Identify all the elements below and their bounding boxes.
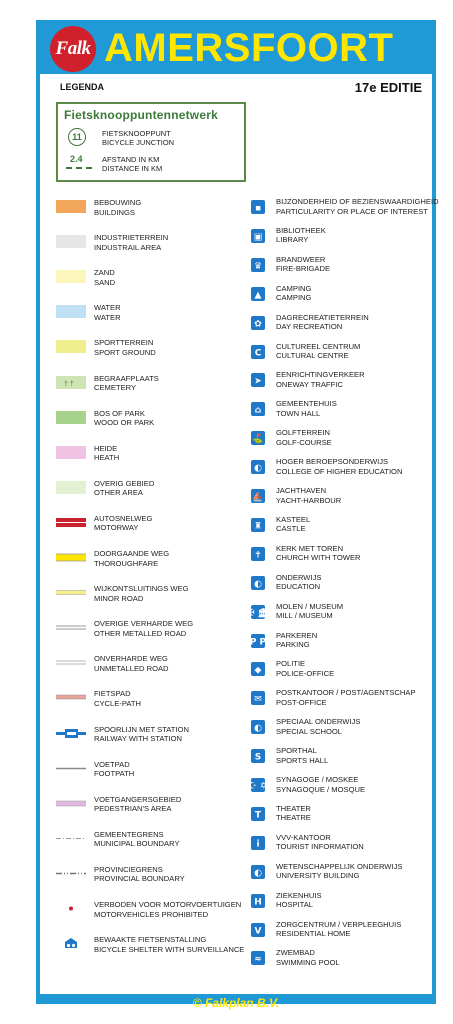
label-nl: GOLFTERREIN [276, 428, 331, 438]
legend-row [56, 899, 256, 923]
legend-label [94, 795, 181, 814]
label-en: YACHT-HARBOUR [276, 495, 342, 505]
label-en: BICYCLE SHELTER WITH SURVEILLANCE [94, 944, 245, 954]
label-en: SWIMMING POOL [276, 957, 340, 967]
legend-label [276, 602, 343, 621]
svg-text:✠ 🏛: ✠ 🏛 [248, 608, 270, 619]
label-en: RAILWAY WITH STATION [94, 734, 183, 743]
legend-label [94, 689, 141, 708]
legend-label [94, 935, 244, 954]
legend-row [248, 861, 438, 885]
distance-label-nl: AFSTAND IN KM [102, 155, 160, 164]
label-nl: ZORGCENTRUM / VERPLEEGHUIS [276, 919, 402, 929]
legend-row [56, 232, 256, 256]
label-nl: SPOORLIJN MET STATION [94, 724, 189, 734]
svg-text:S: S [254, 752, 262, 763]
label-nl: BEBOUWING [94, 198, 142, 207]
label-en: OTHER METALLED ROAD [94, 628, 187, 638]
bicycle-shelter-with-surveillance-swatch-icon [56, 936, 86, 951]
label-nl: VOETGANGERSGEBIED [94, 794, 182, 804]
label-nl: ZWEMBAD [276, 948, 315, 958]
label-en: CULTURAL CENTRE [276, 351, 349, 360]
label-en: POST-OFFICE [276, 697, 327, 707]
label-nl: GEMEENTEGRENS [94, 829, 164, 839]
label-en: TOURIST INFORMATION [276, 842, 364, 852]
other-metalled-road-swatch-icon [56, 620, 86, 635]
junction-label-en: BICYCLE JUNCTION [102, 138, 175, 147]
college-icon [248, 459, 278, 475]
svg-text:♜: ♜ [253, 521, 263, 532]
svg-text:✿: ✿ [254, 319, 262, 330]
svg-text:H: H [254, 897, 262, 908]
svg-text:⛵: ⛵ [252, 492, 264, 503]
railway-with-station-swatch-icon [56, 726, 86, 741]
legend-label [94, 409, 154, 428]
legend-label [276, 399, 337, 418]
legend-row [248, 890, 438, 914]
label-en: CAMPING [276, 293, 312, 303]
label-en: FIRE-BRIGADE [276, 264, 331, 274]
label-nl: EENRICHTINGVERKEER [276, 370, 365, 380]
legend-row [248, 687, 438, 711]
distance-label-en: DISTANCE IN KM [102, 164, 163, 173]
svg-text:≈: ≈ [254, 954, 262, 965]
legend-label [94, 865, 185, 884]
legend-row [56, 794, 256, 818]
hospital-icon [248, 893, 278, 909]
legend-row [56, 513, 256, 537]
legend-label [94, 374, 159, 393]
legend-label [276, 197, 439, 216]
label-nl: POSTKANTOOR / POST/AGENTSCHAP [276, 688, 416, 698]
label-en: EDUCATION [276, 582, 321, 592]
label-nl: BIJZONDERHEID OF BEZIENSWAARDIGHEID [276, 197, 439, 206]
label-nl: CULTUREEL CENTRUM [276, 341, 361, 351]
legend-row [56, 618, 256, 642]
mill-museum-icon [248, 604, 278, 620]
legend-label [276, 226, 326, 245]
label-nl: CAMPING [276, 283, 312, 293]
legend-row [56, 759, 256, 783]
legend-row [248, 456, 438, 480]
legend-label [276, 486, 341, 505]
label-en: RESIDENTIAL HOME [276, 929, 351, 938]
legend-row [248, 658, 438, 682]
motorway-swatch-icon [56, 515, 86, 530]
legend-row [56, 478, 256, 502]
label-nl: OVERIGE VERHARDE WEG [94, 619, 194, 629]
label-en: CEMETERY [94, 383, 137, 392]
legend-label [94, 268, 115, 287]
legend-row [56, 267, 256, 291]
label-en: LIBRARY [276, 235, 309, 245]
label-nl: ONDERWIJS [276, 572, 322, 582]
legend-label [276, 717, 360, 736]
label-nl: SPORTHAL [276, 746, 317, 756]
industrail-area-swatch-icon [56, 234, 86, 249]
legend-panel [40, 74, 439, 994]
legend-label [276, 775, 365, 794]
svg-text:V: V [254, 926, 262, 936]
label-nl: BEWAAKTE FIETSENSTALLING [94, 935, 207, 945]
label-en: CYCLE-PATH [94, 698, 141, 708]
synagogue-mosque-icon [248, 777, 278, 793]
svg-text:✝: ✝ [254, 550, 262, 561]
label-en: MUNICIPAL BOUNDARY [94, 839, 180, 849]
svg-text:▣: ▣ [253, 232, 263, 243]
label-nl: VOETPAD [94, 759, 130, 769]
label-nl: OVERIG GEBIED [94, 478, 155, 488]
label-nl: FIETSPAD [94, 689, 131, 699]
label-en: THEATRE [276, 813, 311, 823]
municipal-boundary-swatch-icon [56, 831, 86, 846]
legend-label [94, 444, 119, 463]
label-en: TOWN HALL [276, 408, 321, 418]
label-nl: SPECIAAL ONDERWIJS [276, 717, 361, 727]
legend-row [56, 688, 256, 712]
label-en: OTHER AREA [94, 488, 143, 498]
legend-row [56, 197, 256, 221]
sports-hall-icon [248, 748, 278, 764]
svg-text:▲: ▲ [254, 290, 262, 301]
church-icon [248, 546, 278, 562]
residential-home-icon [248, 922, 278, 938]
label-en: CHURCH WITH TOWER [276, 553, 361, 563]
label-nl: ONVERHARDE WEG [94, 654, 168, 664]
legend-label [276, 833, 364, 852]
legend-row [248, 601, 438, 625]
legend-row [56, 443, 256, 467]
label-nl: VERBODEN VOOR MOTORVOERTUIGEN [94, 900, 242, 909]
castle-icon [248, 517, 278, 533]
svg-text:⛳: ⛳ [252, 434, 264, 445]
svg-text:◐: ◐ [254, 723, 262, 734]
label-en: UNMETALLED ROAD [94, 663, 169, 673]
legend-row [56, 653, 256, 677]
svg-text:☪ ✡: ☪ ✡ [248, 781, 268, 792]
legend-label [94, 654, 169, 673]
legend-row [248, 774, 438, 798]
junction-label [102, 129, 174, 147]
label-nl: PARKEREN [276, 630, 318, 640]
label-nl: POLITIE [276, 659, 306, 669]
legend-row [248, 312, 438, 336]
label-en: MINOR ROAD [94, 593, 144, 603]
label-en: CASTLE [276, 524, 306, 534]
label-nl: JACHTHAVEN [276, 486, 327, 495]
legend-label [276, 544, 361, 563]
legend-label [276, 515, 310, 534]
label-nl: KASTEEL [276, 514, 311, 524]
legend-row [56, 934, 256, 958]
legend-row [248, 254, 438, 278]
footpath-swatch-icon [56, 761, 86, 776]
legend-label [94, 584, 189, 603]
label-nl: DOORGAANDE WEG [94, 549, 170, 558]
tourist-info-icon [248, 835, 278, 851]
legend-label [276, 342, 360, 361]
label-en: SPECIAL SCHOOL [276, 726, 342, 736]
label-en: PARTICULARITY OR PLACE OF INTEREST [276, 206, 428, 216]
cemetery-swatch-icon [56, 375, 86, 390]
label-en: INDUSTRAIL AREA [94, 242, 162, 252]
svg-text:C: C [254, 348, 262, 358]
label-nl: ZAND [94, 268, 115, 278]
label-nl: SYNAGOGE / MOSKEE [276, 775, 359, 784]
label-nl: BOS OF PARK [94, 408, 145, 418]
label-nl: THEATER [276, 803, 311, 813]
university-icon [248, 864, 278, 880]
legend-frame [36, 20, 439, 1010]
post-office-icon [248, 690, 278, 706]
label-en: SYNAGOQUE / MOSQUE [276, 784, 366, 794]
town-hall-icon [248, 401, 278, 417]
other-area-swatch-icon [56, 480, 86, 495]
label-nl: HOGER BEROEPSONDERWIJS [276, 457, 389, 467]
svg-text:◐: ◐ [254, 579, 262, 590]
label-en: MOTORVEHICLES PROHIBITED [94, 909, 209, 919]
distance-value: 2.4 [70, 154, 83, 164]
legend-label [94, 479, 154, 498]
legend-label [276, 659, 334, 678]
legend-label [276, 891, 322, 910]
label-nl: SPORTTERREIN [94, 338, 154, 348]
legend-label [94, 514, 152, 533]
svg-text:◐: ◐ [254, 463, 262, 474]
label-nl: INDUSTRIETERREIN [94, 233, 169, 243]
label-en: BUILDINGS [94, 207, 135, 217]
falk-logo: Falk [50, 26, 96, 72]
legend-label [94, 619, 193, 638]
label-nl: BIBLIOTHEEK [276, 225, 326, 235]
legend-row [248, 832, 438, 856]
parking-icon [248, 633, 278, 649]
label-en: PARKING [276, 640, 310, 649]
cycle-network-title: Fietsknooppuntennetwerk [64, 108, 218, 122]
label-nl: KERK MET TOREN [276, 543, 344, 553]
legend-label [276, 428, 332, 447]
legend-label [276, 862, 402, 881]
legend-heading: LEGENDA [60, 82, 105, 92]
label-nl: GEMEENTEHUIS [276, 399, 337, 409]
junction-number-icon: 11 [68, 128, 86, 146]
legend-label [276, 688, 416, 707]
legend-label [276, 948, 340, 967]
svg-text:P P: P P [249, 637, 267, 647]
label-en: MOTORWAY [94, 523, 139, 533]
fire-brigade-icon [248, 257, 278, 273]
legend-label [276, 746, 328, 765]
legend-row [248, 398, 438, 422]
minor-road-swatch-icon [56, 585, 86, 600]
legend-row [248, 485, 438, 509]
legend-label [94, 233, 168, 252]
legend-row [56, 337, 256, 361]
legend-label [276, 920, 401, 939]
copyright-footer: © Falkplan B.V. [192, 996, 280, 1010]
legend-row [56, 373, 256, 397]
label-nl: BEGRAAFPLAATS [94, 373, 159, 383]
svg-text:† †: † † [64, 380, 74, 388]
svg-text:➤: ➤ [254, 376, 262, 387]
legend-label [276, 631, 317, 650]
svg-text:T: T [254, 810, 262, 821]
legend-row [56, 864, 256, 888]
svg-text:✉: ✉ [254, 694, 262, 705]
legend-row [56, 408, 256, 432]
label-en: GOLF-COURSE [276, 437, 332, 447]
distance-label [102, 155, 162, 173]
label-nl: AUTOSNELWEG [94, 513, 153, 523]
legend-row [56, 724, 256, 748]
label-en: POLICE-OFFICE [276, 668, 335, 678]
legend-label [276, 573, 321, 592]
legend-row [248, 803, 438, 827]
legend-row [248, 196, 438, 220]
label-nl: ZIEKENHUIS [276, 890, 322, 900]
label-nl: BRANDWEER [276, 254, 326, 264]
svg-text:⌂: ⌂ [254, 405, 262, 416]
legend-row [248, 225, 438, 249]
education-icon [248, 575, 278, 591]
svg-text:▪: ▪ [254, 203, 262, 214]
legend-label [94, 900, 241, 919]
golf-icon [248, 430, 278, 446]
label-nl: WIJKONTSLUITINGS WEG [94, 584, 189, 594]
legend-row [248, 947, 438, 971]
legend-label [276, 255, 330, 274]
camping-icon [248, 286, 278, 302]
label-en: FOOTPATH [94, 769, 135, 779]
water-swatch-icon [56, 304, 86, 319]
legend-row [56, 302, 256, 326]
cycle-network-box [56, 102, 246, 182]
svg-text:♛: ♛ [253, 261, 263, 272]
legend-label [276, 457, 402, 476]
motorvehicles-prohibited-swatch-icon [56, 901, 86, 916]
legend-label [276, 370, 365, 389]
legend-row [248, 716, 438, 740]
label-en: UNIVERSITY BUILDING [276, 871, 360, 881]
svg-text:i: i [256, 839, 260, 850]
label-en: HOSPITAL [276, 900, 313, 910]
pedestrian-s-area-swatch-icon [56, 796, 86, 811]
provincial-boundary-swatch-icon [56, 866, 86, 881]
label-en: HEATH [94, 453, 120, 463]
legend-label [276, 804, 311, 823]
legend-label [94, 303, 121, 322]
label-nl: MOLEN / MUSEUM [276, 601, 344, 611]
thoroughfare-swatch-icon [56, 550, 86, 565]
sport-ground-swatch-icon [56, 339, 86, 354]
label-en: DAY RECREATION [276, 322, 343, 332]
unmetalled-road-swatch-icon [56, 655, 86, 670]
svg-text:◆: ◆ [254, 665, 262, 676]
police-icon [248, 661, 278, 677]
legend-row [248, 630, 438, 654]
cultural-centre-icon [248, 344, 278, 360]
legend-row [248, 369, 438, 393]
sand-swatch-icon [56, 269, 86, 284]
place-of-interest-icon [248, 199, 278, 215]
yacht-harbour-icon [248, 488, 278, 504]
label-en: WOOD OR PARK [94, 418, 155, 428]
label-nl: WETENSCHAPPELIJK ONDERWIJS [276, 861, 403, 871]
legend-label [94, 338, 156, 357]
label-en: MILL / MUSEUM [276, 611, 333, 621]
legend-label [94, 725, 189, 744]
legend-row [56, 548, 256, 572]
label-nl: VVV-KANTOOR [276, 832, 331, 842]
label-nl: PROVINCIEGRENS [94, 864, 163, 874]
legend-row [248, 341, 438, 365]
library-icon [248, 228, 278, 244]
heath-swatch-icon [56, 445, 86, 460]
label-nl: WATER [94, 303, 121, 313]
legend-label [276, 284, 311, 303]
legend-label [94, 198, 141, 217]
label-en: ONEWAY TRAFFIC [276, 379, 343, 389]
legend-row [248, 745, 438, 769]
swimming-pool-icon [248, 950, 278, 966]
legend-label [276, 313, 369, 332]
legend-label [94, 549, 169, 568]
legend-row [248, 514, 438, 538]
label-nl: HEIDE [94, 443, 118, 453]
buildings-swatch-icon [56, 199, 86, 214]
svg-text:◐: ◐ [254, 868, 262, 879]
legend-row [56, 829, 256, 853]
label-en: WATER [94, 312, 121, 322]
label-nl: DAGRECREATIETERREIN [276, 312, 369, 322]
legend-row [248, 919, 438, 943]
legend-row [248, 543, 438, 567]
label-en: SPORT GROUND [94, 347, 156, 357]
edition-label: 17e EDITIE [354, 80, 422, 95]
city-title: AMERSFOORT [104, 26, 394, 70]
label-en: THOROUGHFARE [94, 558, 159, 568]
legend-row [248, 572, 438, 596]
wood-or-park-swatch-icon [56, 410, 86, 425]
legend-row [248, 283, 438, 307]
oneway-arrow-icon [248, 372, 278, 388]
label-en: SAND [94, 277, 116, 287]
label-en: PEDESTRIAN'S AREA [94, 804, 172, 814]
label-en: SPORTS HALL [276, 755, 329, 765]
theatre-icon [248, 806, 278, 822]
junction-label-nl: FIETSKNOOPPUNT [102, 129, 171, 138]
label-en: COLLEGE OF HIGHER EDUCATION [276, 466, 403, 476]
legend-row [248, 427, 438, 451]
label-en: PROVINCIAL BOUNDARY [94, 874, 185, 884]
cycle-path-swatch-icon [56, 690, 86, 705]
distance-dash-icon [66, 167, 92, 169]
legend-label [94, 830, 180, 849]
day-recreation-icon [248, 315, 278, 331]
special-school-icon [248, 719, 278, 735]
legend-label [94, 760, 134, 779]
legend-row [56, 583, 256, 607]
